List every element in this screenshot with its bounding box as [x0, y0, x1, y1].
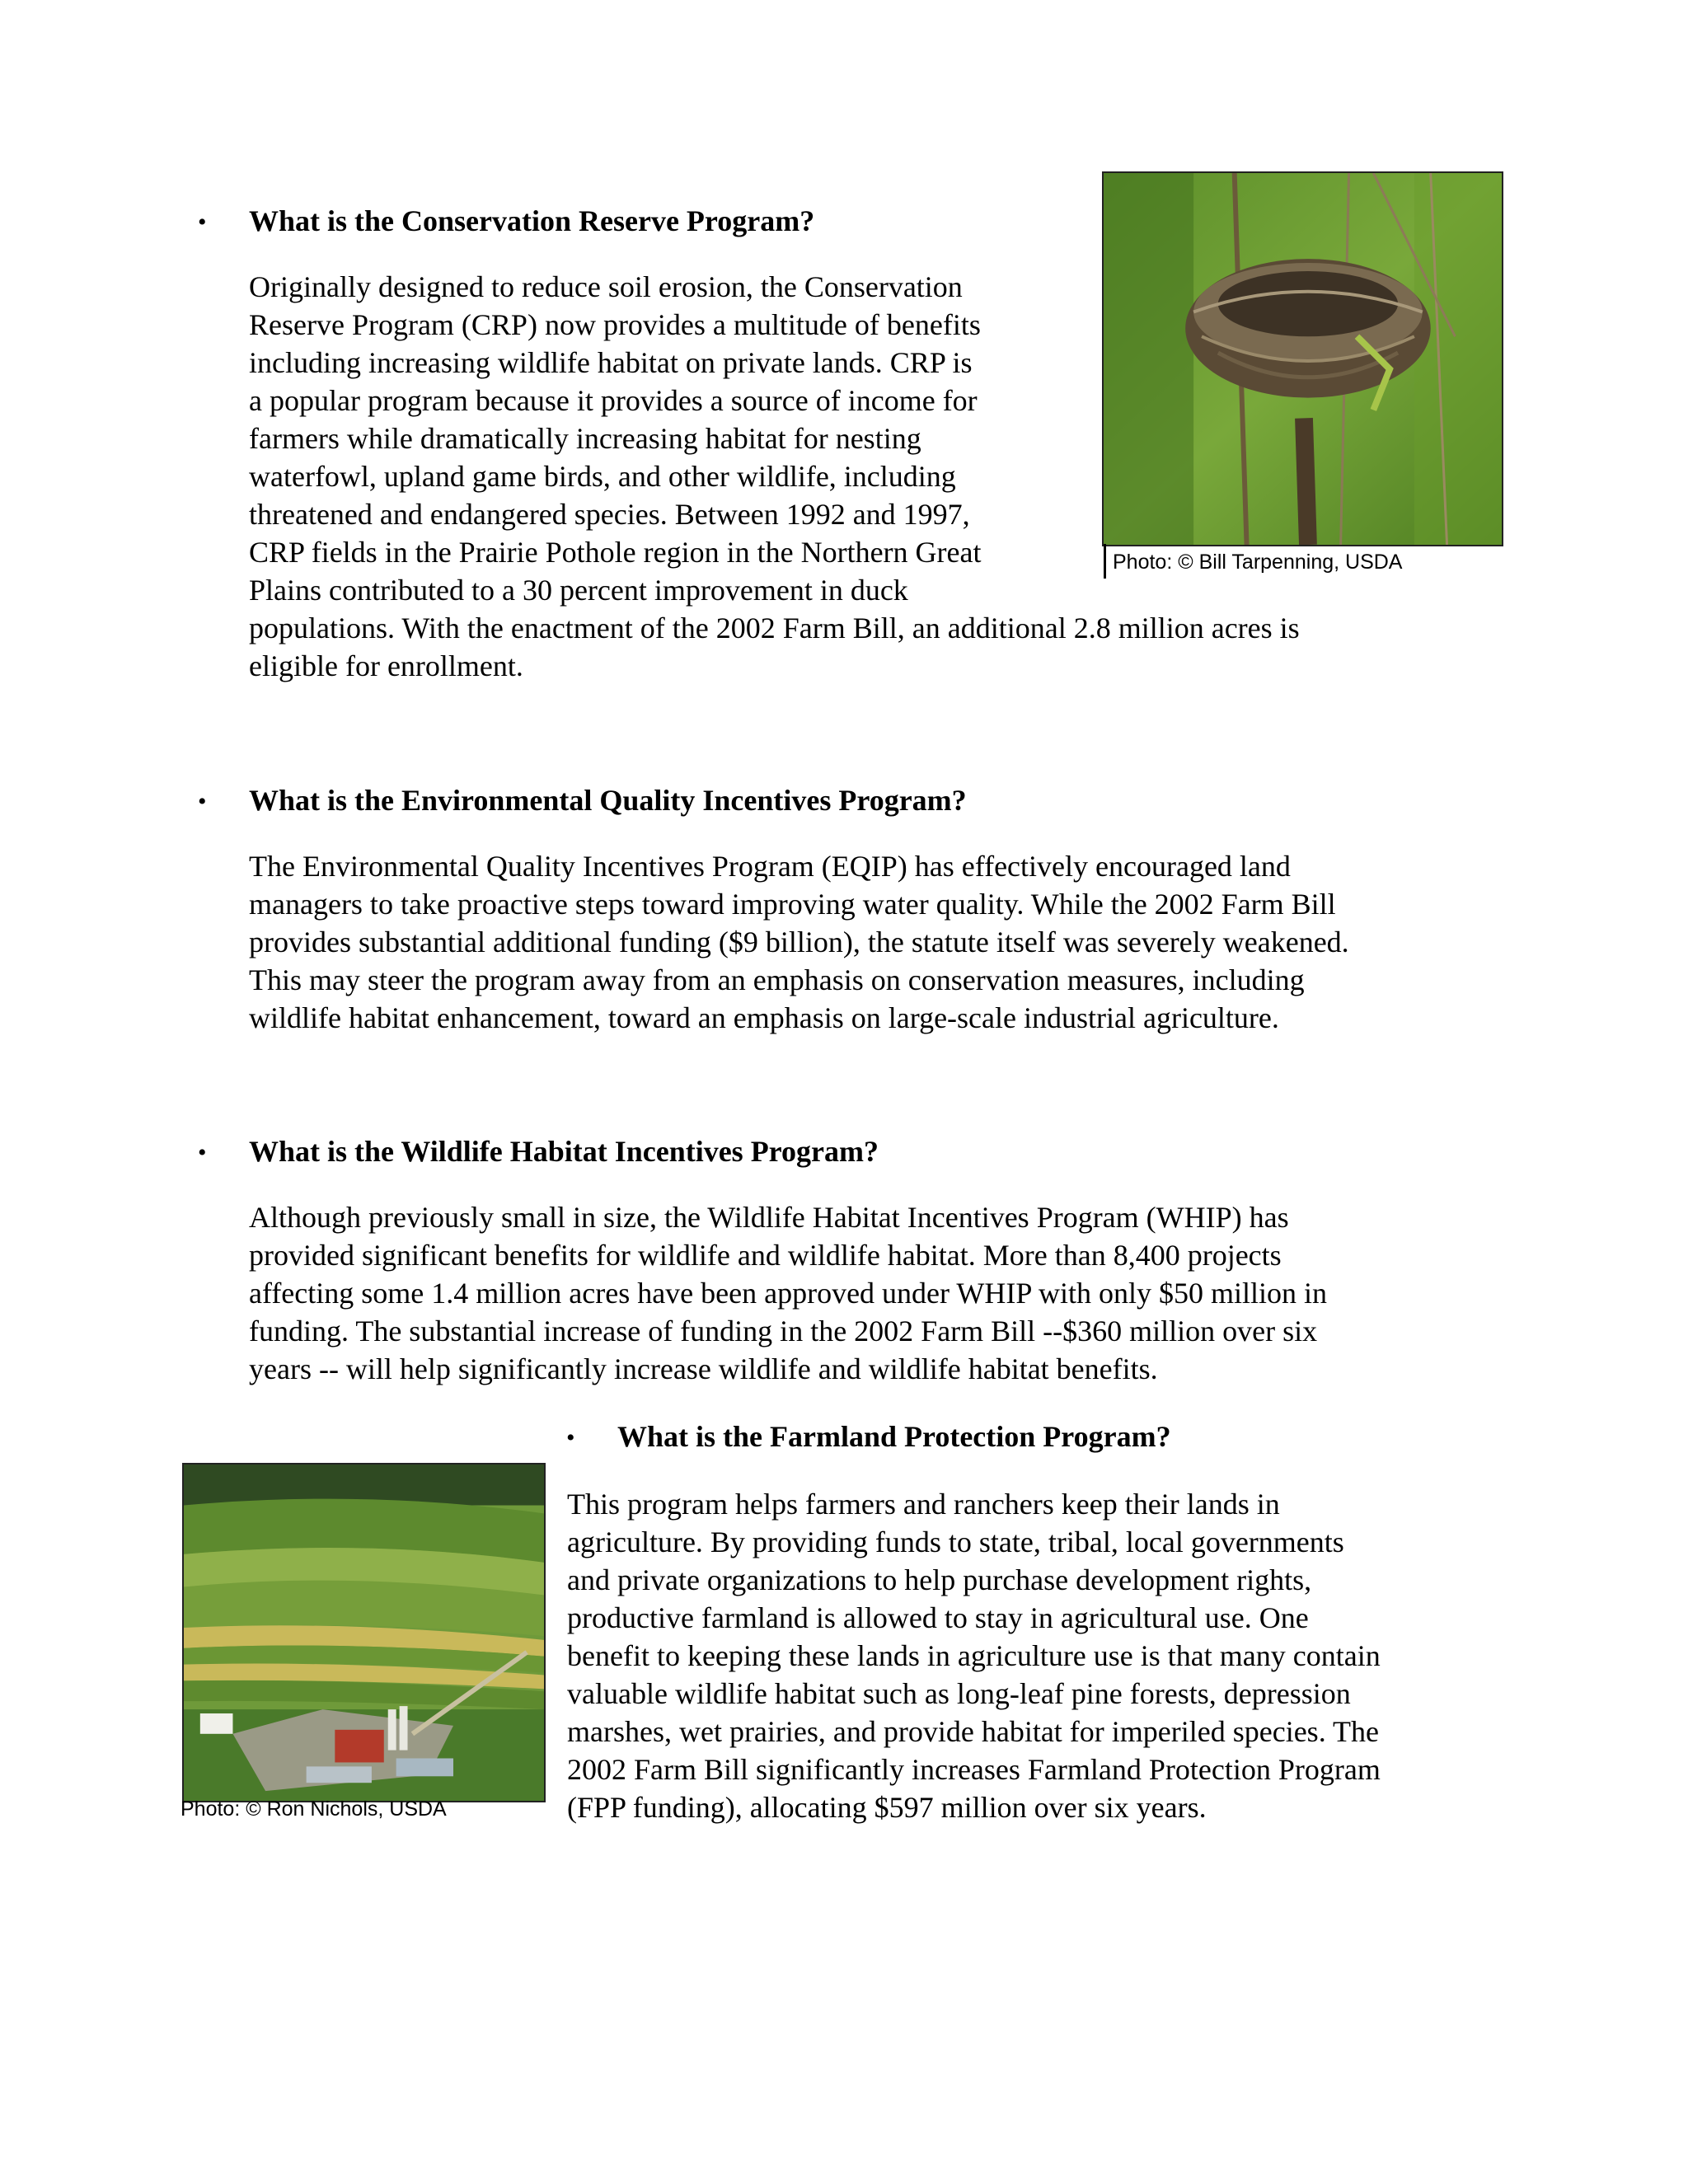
body-line: waterfowl, upland game birds, and other wildlife, including: [249, 460, 956, 493]
body-line: funding. The substantial increase of funding in the 2002 Farm Bill --$360 million over six: [249, 1315, 1318, 1347]
farmland-aerial-photo: [182, 1463, 546, 1802]
caption-marker: [1104, 544, 1106, 579]
bullet-icon: •: [198, 1139, 207, 1166]
body-line: managers to take proactive steps toward improving water quality. While the 2002 Farm Bill: [249, 888, 1336, 921]
body-line: benefit to keeping these lands in agriculture use is that many contain: [567, 1639, 1381, 1672]
section-heading-whip: What is the Wildlife Habitat Incentives Program?: [249, 1135, 879, 1168]
section-heading-crp: What is the Conservation Reserve Program?: [249, 204, 815, 237]
section-body-fpp: [567, 1485, 1381, 1826]
photo-caption-farm: Photo: © Ron Nichols, USDA: [181, 1797, 447, 1821]
section-body-whip: [249, 1198, 1327, 1388]
body-line: years -- will help significantly increase wildlife and wildlife habitat benefits.: [249, 1352, 1158, 1385]
section-heading-eqip: What is the Environmental Quality Incentives Program?: [249, 784, 967, 817]
body-line: provided significant benefits for wildlife and wildlife habitat. More than 8,400 projects: [249, 1239, 1282, 1272]
bird-nest-photo: [1102, 171, 1503, 546]
bullet-icon: •: [198, 209, 207, 236]
body-line: wildlife habitat enhancement, toward an emphasis on large-scale industrial agriculture.: [249, 1001, 1279, 1034]
body-line: marshes, wet prairies, and provide habitat for imperiled species. The: [567, 1715, 1380, 1748]
body-line: agriculture. By providing funds to state, tribal, local governments: [567, 1526, 1344, 1558]
body-line: This may steer the program away from an emphasis on conservation measures, including: [249, 963, 1305, 996]
body-line: including increasing wildlife habitat on private lands. CRP is: [249, 346, 973, 379]
body-line: populations. With the enactment of the 2002 Farm Bill, an additional 2.8 million acres is: [249, 612, 1300, 644]
body-line: Originally designed to reduce soil erosion, the Conservation: [249, 270, 963, 303]
body-line: CRP fields in the Prairie Pothole region in the Northern Great: [249, 536, 982, 569]
body-line: valuable wildlife habitat such as long-leaf pine forests, depression: [567, 1677, 1351, 1710]
photo-caption-nest: Photo: © Bill Tarpenning, USDA: [1113, 551, 1403, 574]
body-line: Reserve Program (CRP) now provides a multitude of benefits: [249, 308, 981, 341]
body-line: The Environmental Quality Incentives Program (EQIP) has effectively encouraged land: [249, 850, 1291, 883]
body-line: Plains contributed to a 30 percent improvement in duck: [249, 574, 908, 607]
body-line: provides substantial additional funding ($9 billion), the statute itself was severely weakened.: [249, 926, 1349, 958]
bird-nest-icon: [1104, 173, 1502, 545]
bullet-icon: •: [566, 1424, 575, 1451]
body-line: farmers while dramatically increasing habitat for nesting: [249, 422, 921, 455]
body-line: 2002 Farm Bill significantly increases Farmland Protection Program: [567, 1753, 1381, 1786]
body-line: a popular program because it provides a source of income for: [249, 384, 978, 417]
farmland-icon: [184, 1465, 544, 1801]
body-line: affecting some 1.4 million acres have been approved under WHIP with only $50 million in: [249, 1277, 1328, 1310]
body-line: productive farmland is allowed to stay in agricultural use. One: [567, 1601, 1309, 1634]
body-line: threatened and endangered species. Between 1992 and 1997,: [249, 498, 970, 531]
body-line: This program helps farmers and ranchers keep their lands in: [567, 1488, 1280, 1521]
section-body-eqip: [249, 847, 1349, 1037]
body-line: (FPP funding), allocating $597 million over six years.: [567, 1791, 1207, 1824]
body-line: eligible for enrollment.: [249, 649, 523, 682]
body-line: Although previously small in size, the Wildlife Habitat Incentives Program (WHIP) has: [249, 1201, 1289, 1234]
section-heading-fpp: What is the Farmland Protection Program?: [617, 1420, 1171, 1453]
bullet-icon: •: [198, 788, 207, 815]
body-line: and private organizations to help purchase development rights,: [567, 1563, 1312, 1596]
